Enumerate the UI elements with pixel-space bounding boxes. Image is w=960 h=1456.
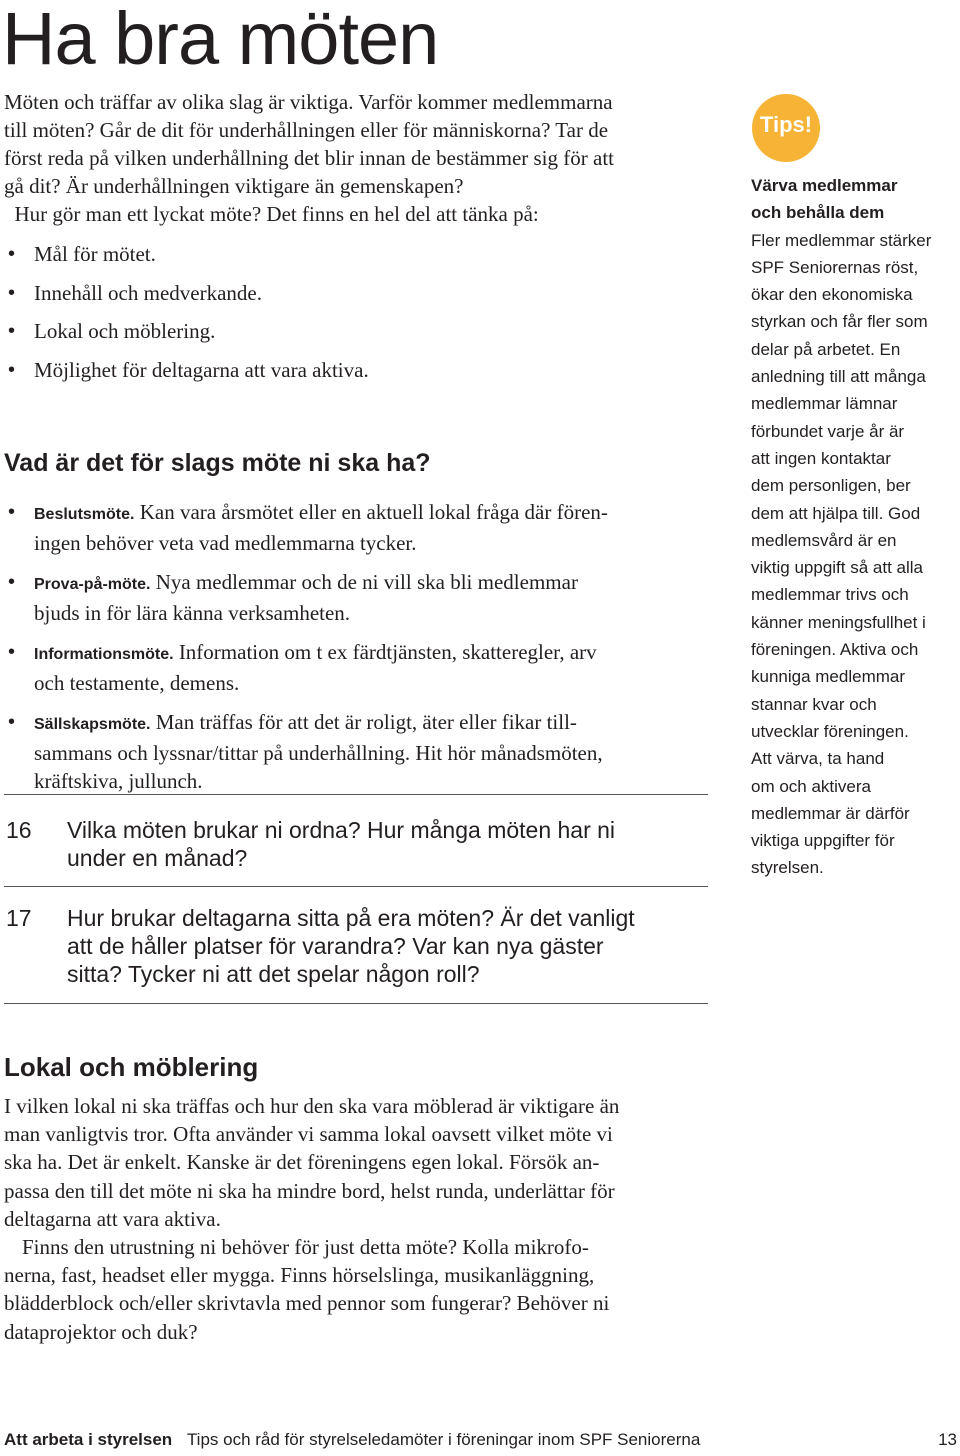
meeting-type-item xyxy=(4,638,704,697)
meeting-types-list xyxy=(4,498,704,806)
question-divider xyxy=(4,794,708,795)
page-number: 13 xyxy=(938,1430,957,1449)
question-text: att de håller platser för varandra? Var kan nya gäster xyxy=(67,933,604,959)
bullet-icon: • xyxy=(8,571,16,593)
tips-line: stannar kvar och xyxy=(751,694,877,714)
footer-series: Att arbeta i styrelsen xyxy=(4,1430,173,1449)
intro-line: till möten? Går de dit för underhållningen eller för människorna? Tar de xyxy=(4,118,609,142)
bullet-icon: • xyxy=(8,711,16,733)
tips-line: viktig uppgift så att alla xyxy=(751,558,923,578)
tips-line: om och aktivera xyxy=(751,776,871,796)
tips-line: förbundet varje år är xyxy=(751,421,905,441)
venue-line: I vilken lokal ni ska träffas och hur den ska vara möblerad är viktigare än xyxy=(4,1094,620,1118)
checklist-item xyxy=(4,356,704,395)
question-text: sitta? Tycker ni att det spelar någon roll? xyxy=(67,961,480,987)
tips-line: anledning till att många xyxy=(751,367,926,387)
venue-line: blädderblock och/eller skrivtavla med pennor som fungerar? Behöver ni xyxy=(4,1291,610,1316)
page-footer xyxy=(4,1430,959,1456)
tips-line: dem att hjälpa till. God xyxy=(751,503,921,523)
venue-section xyxy=(4,1092,704,1346)
bullet-icon: • xyxy=(8,641,16,663)
checklist-text: Lokal och möblering. xyxy=(34,319,216,343)
bullet-icon: • xyxy=(8,358,16,381)
venue-heading: Lokal och möblering xyxy=(4,1052,259,1082)
meeting-type-desc: Man träffas för att det är roligt, äter eller fikar till- xyxy=(150,710,577,734)
tips-line: medlemmar lämnar xyxy=(751,394,898,414)
intro-paragraph xyxy=(4,88,704,228)
tips-line: styrkan och får fler som xyxy=(751,312,928,332)
checklist-text: Innehåll och medverkande. xyxy=(34,280,262,305)
tips-line: kunniga medlemmar xyxy=(751,667,906,687)
tips-line: Att värva, ta hand xyxy=(751,749,885,769)
tips-line: ökar den ekonomiska xyxy=(751,285,913,305)
checklist xyxy=(4,240,704,394)
checklist-item xyxy=(4,317,704,356)
question-number: 16 xyxy=(6,817,32,843)
venue-line: nerna, fast, headset eller mygga. Finns hörselslinga, musikanläggning, xyxy=(4,1263,595,1288)
tips-line: utvecklar föreningen. xyxy=(751,721,909,741)
venue-line: ska ha. Det är enkelt. Kanske är det föreningens egen lokal. Försök an- xyxy=(4,1150,600,1175)
meeting-types-heading: Vad är det för slags möte ni ska ha? xyxy=(4,449,431,477)
meeting-type-item xyxy=(4,708,704,795)
question-divider xyxy=(4,1003,708,1004)
venue-line: man vanligtvis tror. Ofta använder vi samma lokal oavsett vilket möte vi xyxy=(4,1122,613,1147)
meeting-type-term: Informationsmöte. xyxy=(34,646,174,663)
tips-line: medlemsvård är en xyxy=(751,530,897,550)
tips-heading: Värva medlemmar xyxy=(751,176,898,195)
meeting-type-desc: och testamente, demens. xyxy=(34,671,240,695)
bullet-icon: • xyxy=(8,501,16,523)
checklist-text: Möjlighet för deltagarna att vara aktiva. xyxy=(34,357,369,382)
question-text: under en månad? xyxy=(67,845,248,871)
meeting-type-term: Beslutsmöte. xyxy=(34,506,135,523)
checklist-item xyxy=(4,279,704,318)
meeting-type-desc: Kan vara årsmötet eller en aktuell lokal fråga där fören- xyxy=(134,500,608,524)
venue-line: Finns den utrustning ni behöver för just detta möte? Kolla mikrofo- xyxy=(22,1235,589,1260)
venue-line: passa den till det möte ni ska ha mindre bord, helst runda, underlättar för xyxy=(4,1178,615,1203)
tips-line: Fler medlemmar stärker xyxy=(751,230,932,250)
question-text: Vilka möten brukar ni ordna? Hur många möten har ni xyxy=(67,817,616,843)
bullet-icon: • xyxy=(8,320,16,342)
intro-line: Möten och träffar av olika slag är viktiga. Varför kommer medlemmarna xyxy=(4,90,613,114)
tips-line: dem personligen, ber xyxy=(751,476,911,496)
intro-line: gå dit? Är underhållningen viktigare än gemenskapen? xyxy=(4,174,464,198)
question-number: 17 xyxy=(6,905,32,931)
page-title: Ha bra möten xyxy=(2,0,439,80)
meeting-type-item xyxy=(4,498,704,557)
meeting-type-term: Prova-på-möte. xyxy=(34,576,151,593)
tips-line: känner meningsfullhet i xyxy=(751,612,926,632)
tips-heading: och behålla dem xyxy=(751,203,885,223)
meeting-type-desc: bjuds in för lära känna verksamheten. xyxy=(34,601,351,625)
meeting-type-desc: ingen behöver veta vad medlemmarna tycker. xyxy=(34,531,417,555)
tips-line: styrelsen. xyxy=(751,858,824,878)
tips-line: delar på arbetet. En xyxy=(751,339,901,359)
tips-line: SPF Seniorernas röst, xyxy=(751,257,919,277)
venue-line: dataprojektor och duk? xyxy=(4,1319,198,1344)
bullet-icon: • xyxy=(8,243,16,265)
tips-line: att ingen kontaktar xyxy=(751,448,891,468)
tips-label: Tips! xyxy=(759,112,813,137)
question-divider xyxy=(4,886,708,887)
meeting-type-desc: kräftskiva, jullunch. xyxy=(34,769,203,793)
intro-line: Hur gör man ett lyckat möte? Det finns en hel del att tänka på: xyxy=(4,202,539,226)
footer-subtitle: Tips och råd för styrelseledamöter i föreningar inom SPF Seniorerna xyxy=(186,1430,701,1449)
meeting-type-desc: sammans och lyssnar/tittar på underhållning. Hit hör månadsmöten, xyxy=(34,741,603,765)
question-text: Hur brukar deltagarna sitta på era möten? Är det vanligt xyxy=(67,905,635,931)
meeting-type-desc: Nya medlemmar och de ni vill ska bli medlemmar xyxy=(150,570,578,594)
intro-line: först reda på vilken underhållning det blir innan de bestämmer sig för att xyxy=(4,146,614,170)
meeting-type-item xyxy=(4,568,704,627)
bullet-icon: • xyxy=(8,281,16,304)
meeting-type-term: Sällskapsmöte. xyxy=(34,716,151,733)
meeting-type-desc: Information om t ex färdtjänsten, skatteregler, arv xyxy=(173,640,597,664)
tips-sidebar xyxy=(751,172,960,882)
tips-line: viktiga uppgifter för xyxy=(751,831,895,851)
venue-line: deltagarna att vara aktiva. xyxy=(4,1206,221,1231)
checklist-item xyxy=(4,240,704,279)
checklist-text: Mål för mötet. xyxy=(34,242,156,266)
tips-line: medlemmar trivs och xyxy=(751,585,909,605)
tips-line: medlemmar är därför xyxy=(751,803,910,823)
tips-line: föreningen. Aktiva och xyxy=(751,640,919,660)
